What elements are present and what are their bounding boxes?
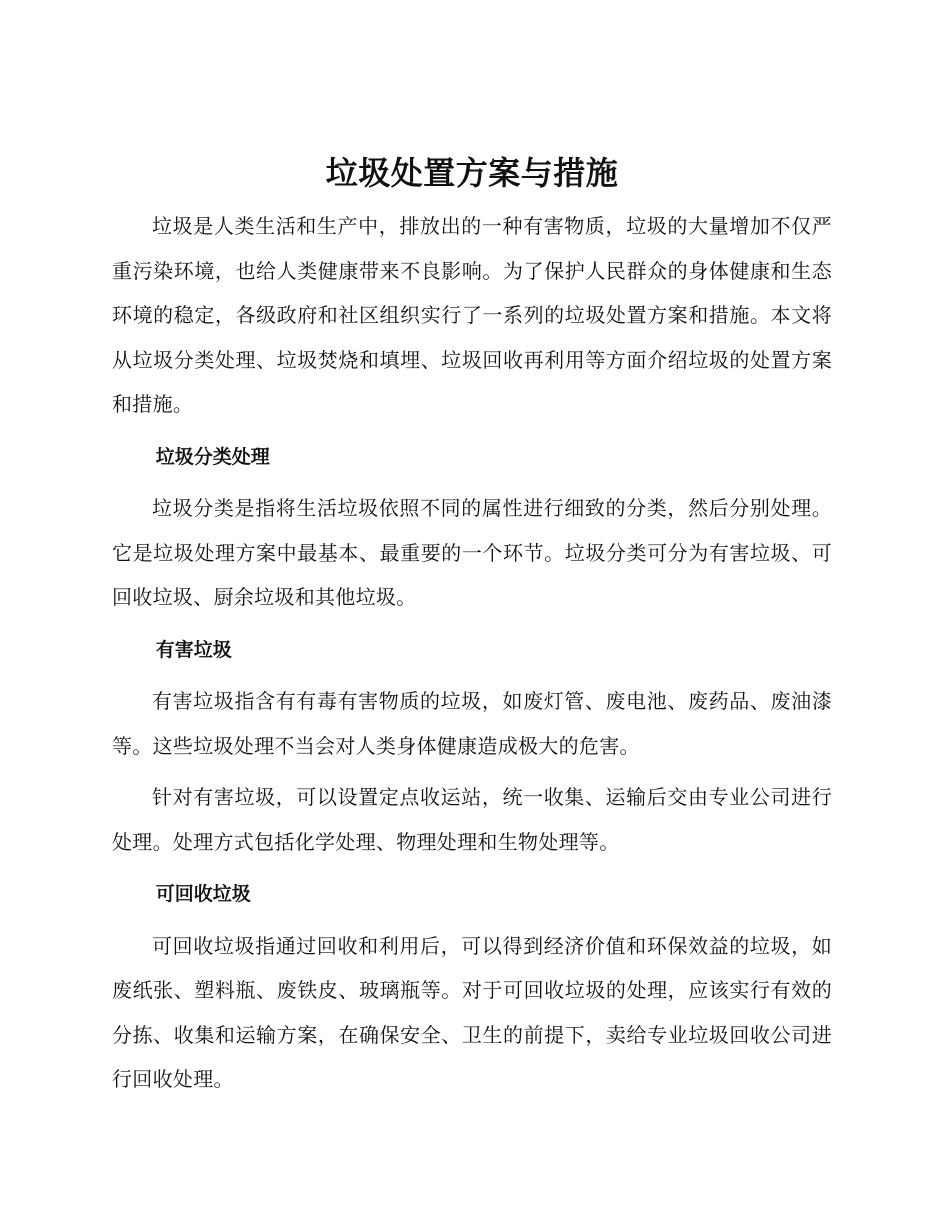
- document-title: 垃圾处置方案与措施: [325, 154, 619, 192]
- recyclable-paragraph: 可回收垃圾指通过回收和利用后，可以得到经济价值和环保效益的垃圾，如废纸张、塑料瓶、废铁皮、玻璃瓶等。对于可回收垃圾的处理，应该实行有效的分拣、收集和运输方案，在确保安全、卫生的前提下，卖给专业垃圾回收公司进行回收处理。: [112, 933, 832, 1091]
- document-page: [112, 148, 832, 1109]
- hazardous-paragraph-1: 有害垃圾指含有有毒有害物质的垃圾，如废灯管、废电池、废药品、废油漆等。这些垃圾处理不当会对人类身体健康造成极大的危害。: [112, 689, 832, 758]
- section-heading-hazardous: 有害垃圾: [155, 638, 232, 661]
- hazardous-paragraph-2: 针对有害垃圾，可以设置定点收运站，统一收集、运输后交由专业公司进行处理。处理方式包括化学处理、物理处理和生物处理等。: [112, 785, 832, 854]
- sorting-paragraph: 垃圾分类是指将生活垃圾依照不同的属性进行细致的分类，然后分别处理。它是垃圾处理方案中最基本、最重要的一个环节。垃圾分类可分为有害垃圾、可回收垃圾、厨余垃圾和其他垃圾。: [112, 496, 832, 609]
- intro-paragraph: 垃圾是人类生活和生产中，排放出的一种有害物质，垃圾的大量增加不仅严重污染环境，也给人类健康带来不良影响。为了保护人民群众的身体健康和生态环境的稳定，各级政府和社区组织实行了一系列的垃圾处置方案和措施。本文将从垃圾分类处理、垃圾焚烧和填埋、垃圾回收再利用等方面介绍垃圾的处置方案和措施。: [112, 214, 832, 416]
- section-heading-sorting: 垃圾分类处理: [155, 445, 270, 468]
- section-heading-recyclable: 可回收垃圾: [155, 883, 251, 905]
